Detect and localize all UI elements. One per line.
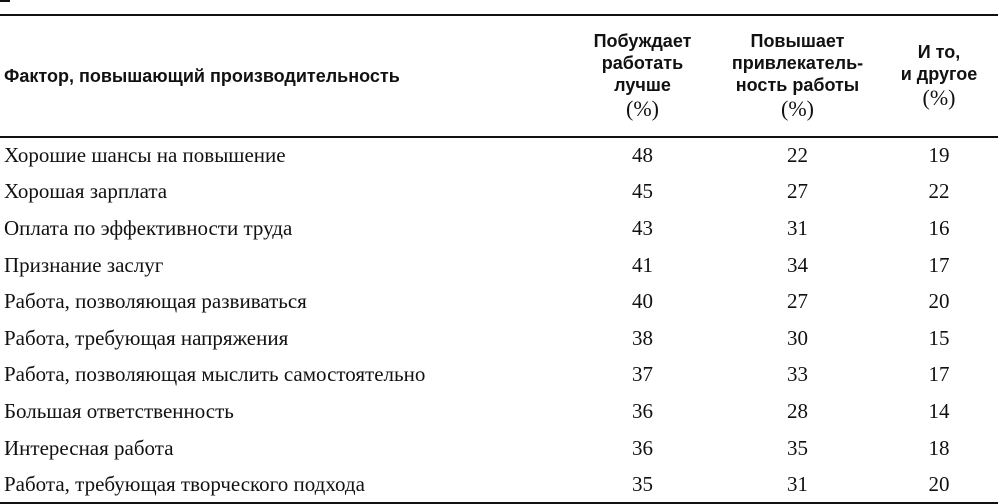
productivity-factors-table xyxy=(0,14,998,504)
table-row xyxy=(0,466,998,503)
row-value-motivates: 38 xyxy=(632,325,653,350)
row-factor: Большая ответственность xyxy=(4,398,234,423)
table-row xyxy=(0,174,998,211)
table-row xyxy=(0,210,998,247)
header-line: И то, xyxy=(917,42,961,62)
header-factor: Фактор, повышающий производительность xyxy=(0,15,570,137)
row-value-attractiveness: 22 xyxy=(787,143,808,168)
row-value-both: 16 xyxy=(928,215,950,240)
row-factor: Хорошие шансы на повышение xyxy=(4,143,286,168)
row-factor: Работа, позволяющая развиваться xyxy=(4,289,307,314)
row-value-attractiveness: 27 xyxy=(787,179,808,204)
row-value-motivates: 48 xyxy=(632,143,653,168)
row-value-motivates: 45 xyxy=(632,179,653,204)
row-factor: Интересная работа xyxy=(4,435,174,460)
row-value-attractiveness: 35 xyxy=(787,435,808,460)
row-factor: Признание заслуг xyxy=(4,252,164,277)
table-row xyxy=(0,430,998,467)
header-row xyxy=(0,15,998,137)
row-value-motivates: 36 xyxy=(632,435,653,460)
row-value-motivates: 41 xyxy=(632,252,653,277)
header-line: Повышает xyxy=(750,31,845,51)
row-factor: Работа, требующая творческого подхода xyxy=(0,466,570,503)
table-row xyxy=(0,357,998,394)
header-attractiveness xyxy=(715,15,880,137)
row-value-both: 14 xyxy=(928,398,950,423)
header-percent: (%) xyxy=(922,85,956,110)
row-value-attractiveness: 31 xyxy=(715,466,880,503)
header-line: работать xyxy=(601,53,684,73)
row-value-both: 22 xyxy=(928,179,950,204)
row-value-motivates: 40 xyxy=(632,289,653,314)
table-row xyxy=(0,247,998,284)
table-row xyxy=(0,137,998,174)
header-line: ность работы xyxy=(735,75,860,95)
header-line: привлекатель- xyxy=(731,53,864,73)
table-row xyxy=(0,283,998,320)
row-value-motivates: 37 xyxy=(632,362,653,387)
row-value-both: 15 xyxy=(928,325,950,350)
row-value-attractiveness: 33 xyxy=(787,362,808,387)
row-factor: Работа, позволяющая мыслить самостоятельно xyxy=(4,362,426,387)
header-line: и другое xyxy=(900,64,978,84)
table-header xyxy=(0,15,998,137)
header-percent: (%) xyxy=(781,96,814,121)
row-factor: Хорошая зарплата xyxy=(4,179,168,204)
row-value-attractiveness: 31 xyxy=(787,215,808,240)
row-factor: Оплата по эффективности труда xyxy=(4,215,293,240)
row-factor: Работа, требующая напряжения xyxy=(4,325,289,350)
row-value-motivates: 36 xyxy=(632,398,653,423)
header-line: Побуждает xyxy=(593,31,692,51)
row-value-both: 20 xyxy=(928,289,950,314)
row-value-attractiveness: 34 xyxy=(787,252,808,277)
row-value-attractiveness: 28 xyxy=(787,398,808,423)
table-row xyxy=(0,320,998,357)
table-row xyxy=(0,393,998,430)
row-value-both: 19 xyxy=(928,143,950,168)
header-line: лучше xyxy=(614,75,671,95)
header-motivates-better xyxy=(570,15,715,137)
row-value-both: 17 xyxy=(928,362,950,387)
row-value-attractiveness: 27 xyxy=(787,289,808,314)
row-value-attractiveness: 30 xyxy=(787,325,808,350)
row-value-both: 18 xyxy=(928,435,950,460)
corner-mark xyxy=(0,0,10,2)
row-value-motivates: 43 xyxy=(632,215,653,240)
row-value-motivates: 35 xyxy=(570,466,715,503)
table-body xyxy=(0,137,998,503)
row-value-both: 17 xyxy=(928,252,950,277)
header-both xyxy=(880,15,998,137)
row-value-both: 20 xyxy=(880,466,998,503)
header-percent: (%) xyxy=(626,96,659,121)
